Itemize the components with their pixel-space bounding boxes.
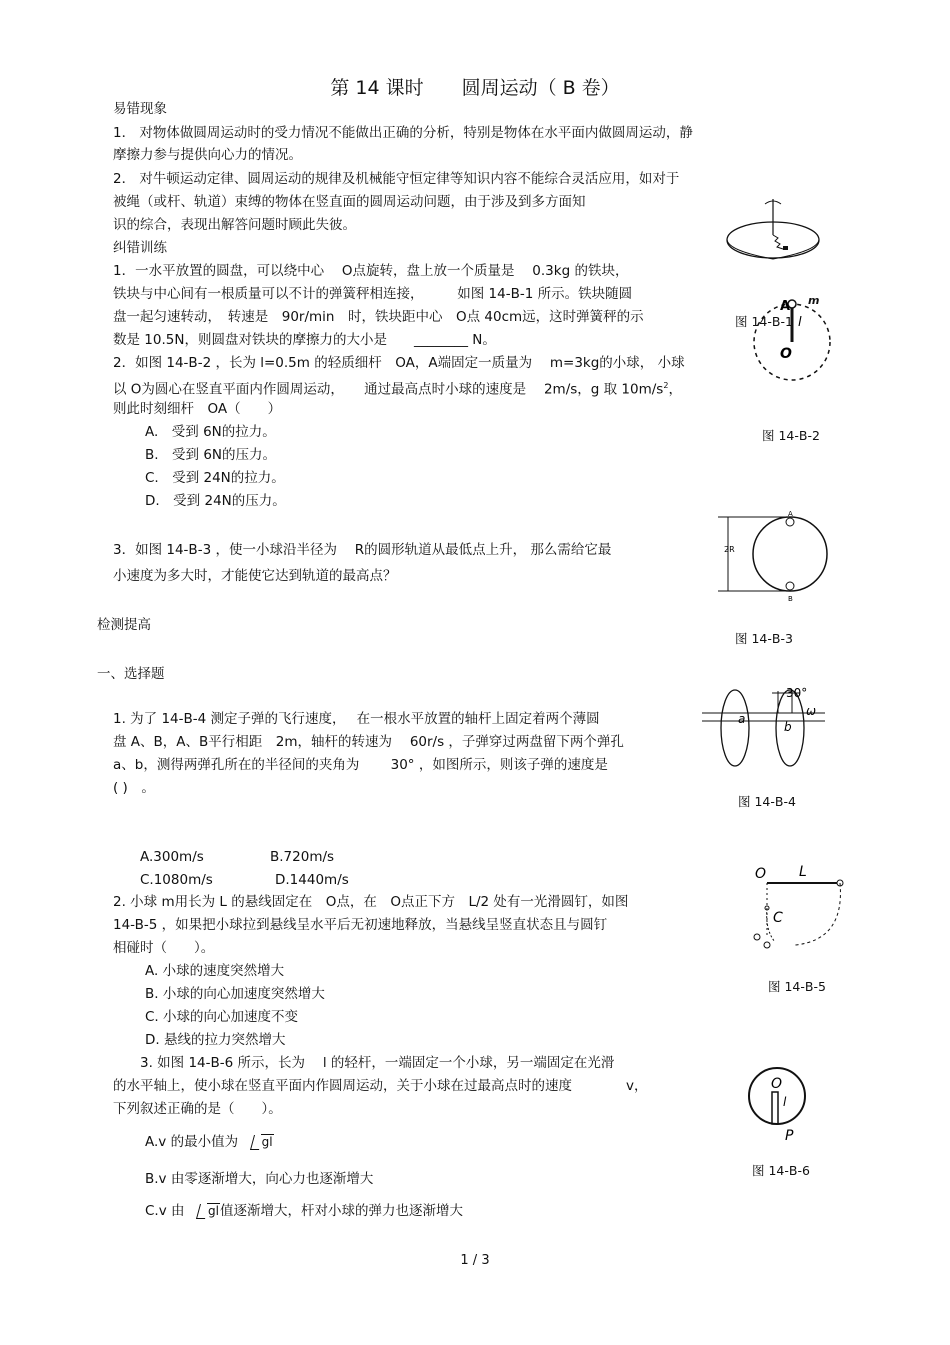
training-q1-line-2: 铁块与中心间有一根质量可以不计的弹簧秤相连接， 如图 14-B-1 所示。铁块随圆	[113, 286, 633, 302]
choice-q3-line-1: 3. 如图 14-B-6 所示，长为 l 的轻杆，一端固定一个小球，另一端固定在光滑	[140, 1055, 615, 1071]
choice-q2-line-3: 相碰时（ ）。	[113, 940, 215, 956]
figure-14-b-6-label-p: P	[785, 1128, 794, 1144]
sqrt-symbol: gl	[252, 1133, 274, 1151]
choice-q1-line-3: a、b，测得两弹孔所在的半径间的夹角为 30° ，如图所示，则该子弹的速度是	[113, 757, 608, 773]
mistake-1-line-1: 1． 对物体做圆周运动时的受力情况不能做出正确的分析，特别是物体在水平面内做圆周运动，静	[113, 125, 693, 141]
choice-q1-option-c: C.1080m/s	[140, 872, 213, 888]
mistake-2-line-1: 2． 对牛顿运动定律、圆周运动的规律及机械能守恒定律等知识内容不能综合灵活应用，如对于	[113, 171, 680, 187]
figure-14-b-3-label-a: A	[788, 510, 793, 518]
training-q1-line-3: 盘一起匀速转动， 转速是 90r/min 时，铁块距中心 O点 40cm远，这时弹簧秤的示	[113, 309, 644, 325]
section-test: 检测提高	[97, 617, 151, 633]
training-q2-option-d: D. 受到 24N的压力。	[145, 493, 286, 509]
choice-q1-line-1: 1. 为了 14-B-4 测定子弹的飞行速度， 在一根水平放置的轴杆上固定着两个薄圆	[113, 711, 600, 727]
training-q2-line-2: 以 O为圆心在竖直平面内作圆周运动， 通过最高点时小球的速度是 2m/s，g 取 $10m/s^2$，	[113, 381, 682, 398]
figure-14-b-5-label-o: O	[755, 866, 767, 882]
page-number: 1 / 3	[460, 1253, 490, 1268]
sqrt-symbol: gl	[198, 1202, 220, 1220]
figure-14-b-5	[745, 860, 855, 960]
figure-14-b-1	[725, 195, 825, 270]
choice-q3-line-2: 的水平轴上，使小球在竖直平面内作圆周运动，关于小球在过最高点时的速度 v，	[113, 1078, 648, 1094]
mistake-1-line-2: 摩擦力参与提供向心力的情况。	[113, 147, 302, 163]
figure-14-b-6-label-l: l	[783, 1095, 787, 1109]
figure-14-b-6	[745, 1060, 815, 1145]
figure-14-b-5-caption: 图 14-B-5	[768, 979, 826, 994]
figure-14-b-6-label-o: O	[771, 1076, 783, 1092]
training-q1-line-1: 1．一水平放置的圆盘，可以绕中心 O点旋转，盘上放一个质量是 0.3kg 的铁块，	[113, 263, 629, 279]
choice-q3-line-3: 下列叙述正确的是（ ）。	[113, 1101, 282, 1117]
choice-q2-option-d: D. 悬线的拉力突然增大	[145, 1032, 286, 1048]
figure-14-b-4-caption: 图 14-B-4	[738, 794, 796, 809]
figure-14-b-6-caption: 图 14-B-6	[752, 1163, 810, 1178]
section-mistakes: 易错现象	[113, 101, 167, 117]
page-title: 第 14 课时 圆周运动（ B 卷）	[330, 77, 620, 99]
figure-14-b-3-label-b: B	[788, 595, 793, 603]
figure-14-b-4-label-a: a	[738, 712, 746, 726]
training-q3-line-1: 3．如图 14-B-3 ，使一小球沿半径为 R的圆形轨道从最低点上升， 那么需给它最	[113, 542, 612, 558]
section-choice: 一、选择题	[97, 666, 165, 682]
training-q2-line-1: 2．如图 14-B-2 ，长为 l=0.5m 的轻质细杆 OA，A端固定一质量为 m=3kg的小球， 小球	[113, 355, 685, 371]
section-training: 纠错训练	[113, 240, 167, 256]
figure-14-b-5-label-c: C	[773, 910, 783, 926]
figure-14-b-2-label-a: A	[780, 299, 791, 314]
mistake-2-line-3: 识的综合，表现出解答问题时顾此失彼。	[113, 217, 356, 233]
figure-14-b-1-caption: 图 14-B-1	[735, 314, 793, 329]
figure-14-b-2-label-o: O	[780, 346, 792, 362]
choice-q3-option-c: C.v 由 gl值逐渐增大，杆对小球的弹力也逐渐增大	[145, 1203, 463, 1219]
training-q2-option-b: B. 受到 6N的压力。	[145, 447, 277, 463]
figure-14-b-2	[750, 292, 835, 392]
choice-q3-option-b: B.v 由零逐渐增大，向心力也逐渐增大	[145, 1171, 374, 1187]
figure-14-b-2-label-l: l	[798, 315, 802, 330]
figure-14-b-4	[700, 683, 830, 773]
choice-q2-option-b: B. 小球的向心加速度突然增大	[145, 986, 325, 1002]
mistake-2-line-2: 被绳（或杆、轨道）束缚的物体在竖直面的圆周运动问题，由于涉及到多方面知	[113, 194, 586, 210]
training-q2-line-3: 则此时刻细杆 OA（ ）	[113, 401, 282, 417]
training-q1-line-4: 数是 10.5N，则圆盘对铁块的摩擦力的大小是 ________ N。	[113, 332, 496, 348]
figure-14-b-4-label-angle: 30°	[786, 686, 808, 700]
choice-q1-option-a: A.300m/s	[140, 849, 204, 865]
choice-q2-option-a: A. 小球的速度突然增大	[145, 963, 285, 979]
choice-q2-line-1: 2. 小球 m用长为 L 的悬线固定在 O点，在 O点正下方 L/2 处有一光滑圆钉，如图	[113, 894, 629, 910]
figure-14-b-4-label-omega: ω	[806, 704, 817, 718]
figure-14-b-5-label-l: L	[799, 864, 807, 880]
training-q2-option-a: A. 受到 6N的拉力。	[145, 424, 276, 440]
figure-14-b-3	[710, 510, 835, 605]
choice-q1-option-b: B.720m/s	[270, 849, 335, 865]
choice-q2-line-2: 14-B-5 ，如果把小球拉到悬线呈水平后无初速地释放，当悬线呈竖直状态且与圆钉	[113, 917, 608, 933]
figure-14-b-1-label-m: m	[808, 294, 820, 307]
choice-q1-line-2: 盘 A、B，A、B平行相距 2m，轴杆的转速为 60r/s ，子弹穿过两盘留下两个弹孔	[113, 734, 624, 750]
figure-14-b-2-caption: 图 14-B-2	[762, 428, 820, 443]
choice-q1-option-d: D.1440m/s	[275, 872, 349, 888]
figure-14-b-3-caption: 图 14-B-3	[735, 631, 793, 646]
figure-14-b-3-label-2r: 2R	[724, 545, 735, 554]
figure-14-b-4-label-b: b	[784, 720, 792, 734]
training-q2-option-c: C. 受到 24N的拉力。	[145, 470, 285, 486]
choice-q2-option-c: C. 小球的向心加速度不变	[145, 1009, 299, 1025]
choice-q1-line-4: ( ) 。	[113, 780, 155, 796]
training-q3-line-2: 小速度为多大时，才能使它达到轨道的最高点？	[113, 568, 397, 584]
choice-q3-option-a: A.v 的最小值为 gl	[145, 1134, 273, 1150]
